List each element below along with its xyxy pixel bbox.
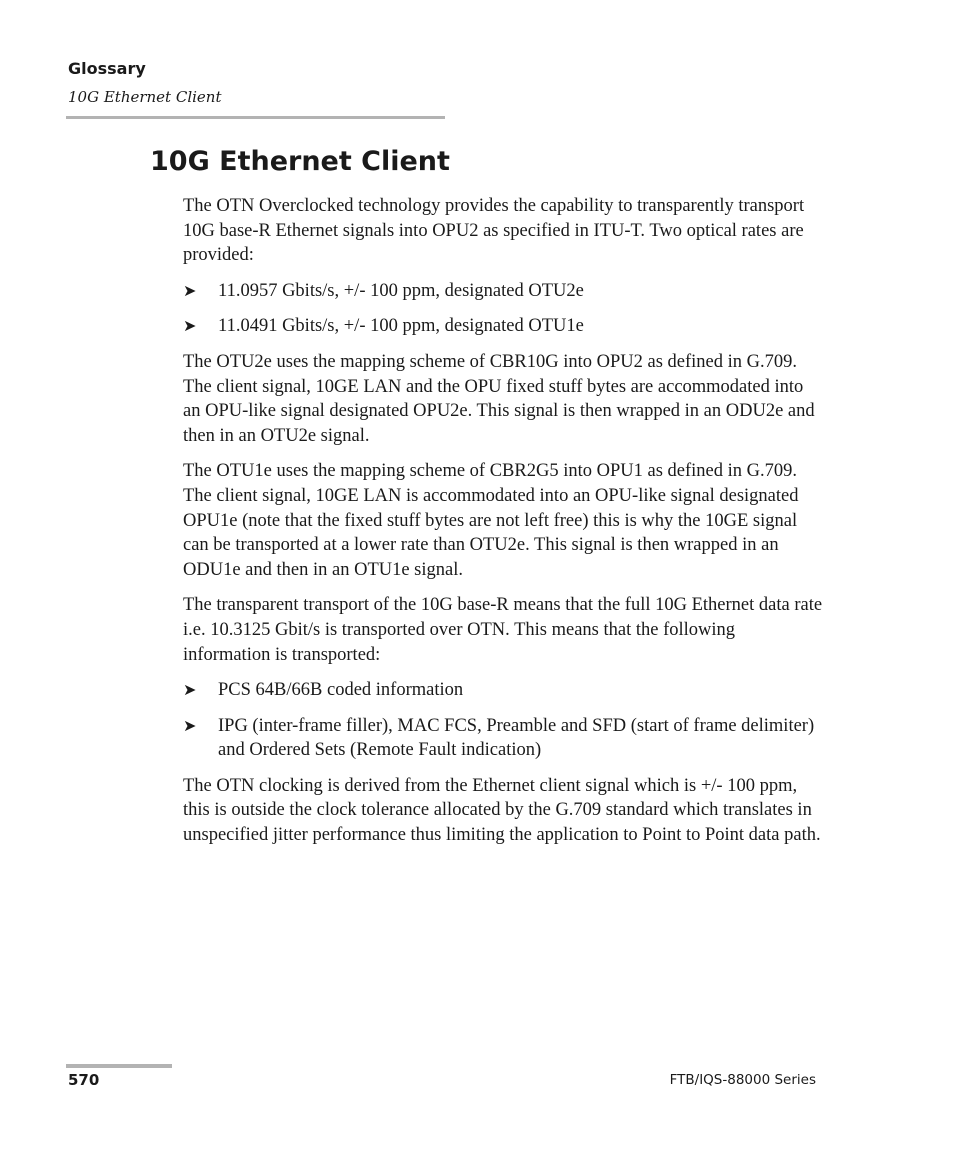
otu2e-paragraph: The OTU2e uses the mapping scheme of CBR10G into OPU2 as defined in G.709. The client signal, 10GE LAN and the OPU fixed stuff bytes are accommodated into an OPU-like signal designated OPU2e. This signal is then wrapped in an ODU2e and then in an OTU2e signal. (183, 351, 815, 446)
list-item (183, 279, 823, 304)
intro-paragraph: The OTN Overclocked technology provides the capability to transparently transport 10G base-R Ethernet signals into OPU2 as specified in ITU-T. Two optical rates are provided: (183, 196, 805, 266)
running-header (68, 58, 445, 108)
header-subsection-label: 10G Ethernet Client (68, 88, 222, 106)
header-section-label: Glossary (68, 59, 146, 78)
footer-series-label: FTB/IQS-88000 Series (669, 1072, 816, 1088)
clocking-paragraph: The OTN clocking is derived from the Ethernet client signal which is +/- 100 ppm, this is outside the clock tolerance allocated by the G.709 standard which translates in unspecified jitter performance thus limiting the application to Point to Point data path. (183, 775, 821, 846)
list-item (183, 714, 823, 763)
arrowhead-bullet-icon: ➤ (183, 282, 197, 300)
arrowhead-bullet-icon: ➤ (183, 318, 197, 336)
transport-paragraph: The transparent transport of the 10G base-R means that the full 10G Ethernet data rate i.e. 10.3125 Gbit/s is transported over OTN. This means that the following information is transported: (183, 595, 823, 665)
otu1e-paragraph: The OTU1e uses the mapping scheme of CBR2G5 into OPU1 as defined in G.709. The client signal, 10GE LAN is accommodated into an OPU-like signal designated OPU1e (note that the fixed stuff bytes are not left free) this is why the 10GE signal can be transported at a lower rate than OTU2e. This signal is then wrapped in an ODU1e and then in an OTU1e signal. (183, 461, 799, 580)
rates-list (183, 279, 823, 339)
page-number: 570 (68, 1071, 100, 1089)
list-item-text: 11.0957 Gbits/s, +/- 100 ppm, designated OTU2e (218, 280, 584, 301)
transported-info-list (183, 678, 823, 763)
header-divider (66, 116, 445, 119)
page-title: 10G Ethernet Client (150, 146, 450, 177)
list-item (183, 678, 823, 703)
arrowhead-bullet-icon: ➤ (183, 682, 197, 700)
list-item-text: IPG (inter-frame filler), MAC FCS, Preamble and SFD (start of frame delimiter) and Ordered Sets (Remote Fault indication) (218, 715, 815, 761)
footer-divider (66, 1064, 172, 1068)
list-item-text: PCS 64B/66B coded information (218, 680, 464, 701)
arrowhead-bullet-icon: ➤ (183, 717, 197, 735)
list-item-text: 11.0491 Gbits/s, +/- 100 ppm, designated OTU1e (218, 316, 584, 337)
list-item (183, 314, 823, 339)
body-content (183, 194, 823, 859)
